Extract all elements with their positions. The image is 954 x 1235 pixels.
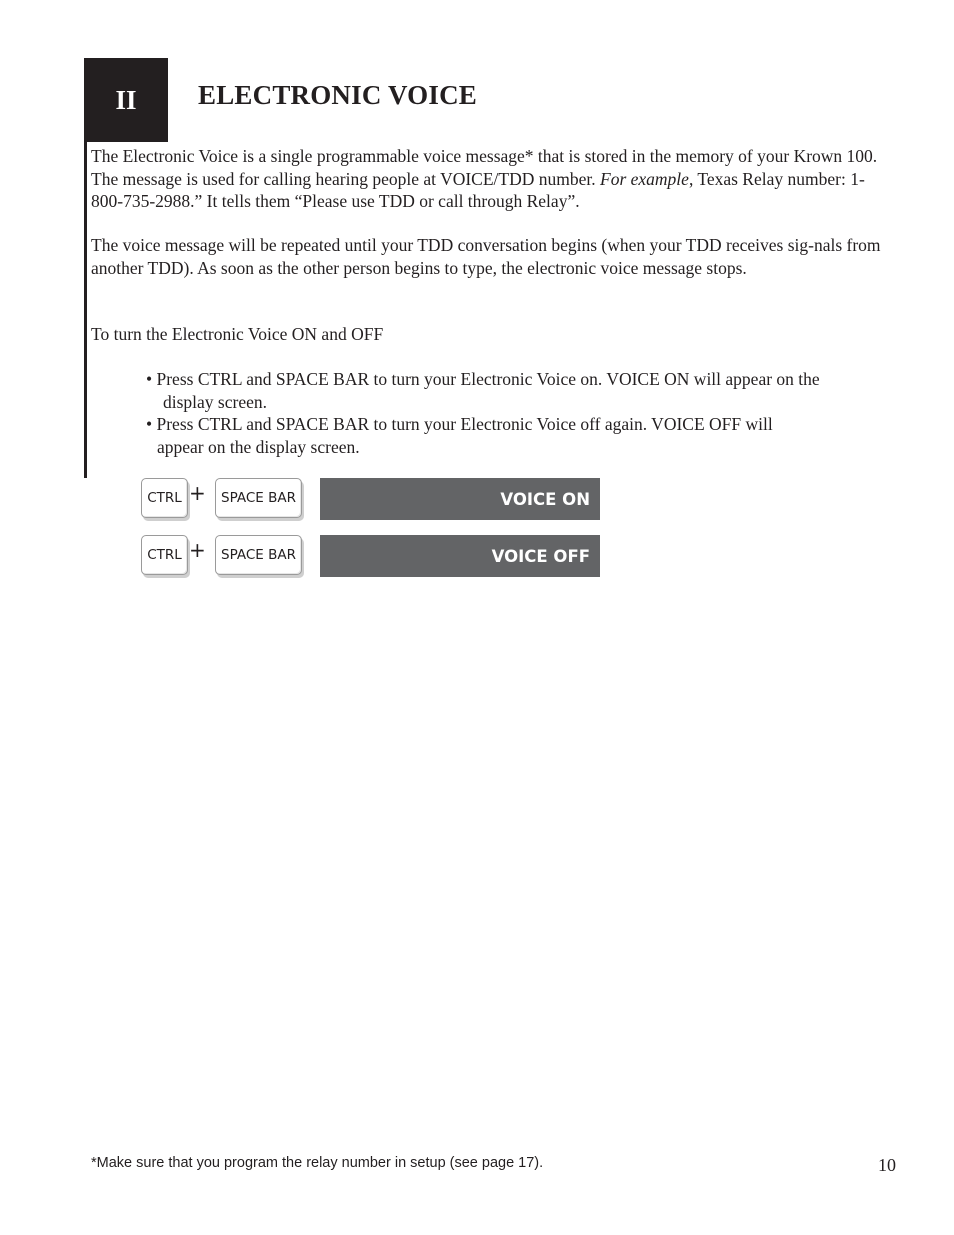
paragraph-intro-text-end: , Texas Relay number: 1-800-735-2988.” It tells them “Please use TDD or call through Relay”. [91,168,865,211]
ctrl-key-illustration: CTRL [141,535,188,575]
bullet-voice-on [146,368,896,414]
bullet-voice-off [146,413,896,459]
space-bar-key-illustration: SPACE BAR [215,478,302,518]
page-number: 10 [878,1155,896,1175]
paragraph-intro-text: The Electronic Voice is a single programmable voice message* that is stored in the memory of your Krown 100. The message is used for calling hearing people at VOICE/TDD number. [91,146,878,189]
footnote: *Make sure that you program the relay number in setup (see page 17). [91,1155,544,1171]
plus-sign: + [189,481,206,505]
bullet-voice-on-line1: • Press CTRL and SPACE BAR to turn your Electronic Voice on. VOICE ON will appear on the [146,369,820,389]
paragraph-intro-italic: For example [600,168,689,189]
page-title: ELECTRONIC VOICE [198,80,477,110]
section-number: II [115,84,137,115]
bullet-voice-on-line2: display screen. [163,392,267,412]
paragraph-instructions-heading: To turn the Electronic Voice ON and OFF [91,324,384,344]
paragraph-intro [91,145,891,213]
paragraph-repeat: The voice message will be repeated until your TDD conversation begins (when your TDD receives sig-nals from another TDD). As soon as the other person begins to type, the electronic voice message stops. [91,235,881,278]
bullet-voice-off-line2: appear on the display screen. [157,437,360,457]
section-side-rule [84,142,87,478]
ctrl-key-illustration: CTRL [141,478,188,518]
plus-sign: + [189,538,206,562]
space-bar-key-illustration: SPACE BAR [215,535,302,575]
display-screen-voice-on: VOICE ON [320,478,600,520]
bullet-voice-off-line1: • Press CTRL and SPACE BAR to turn your Electronic Voice off again. VOICE OFF will [146,414,773,434]
section-number-box [84,58,168,142]
display-screen-voice-off: VOICE OFF [320,535,600,577]
